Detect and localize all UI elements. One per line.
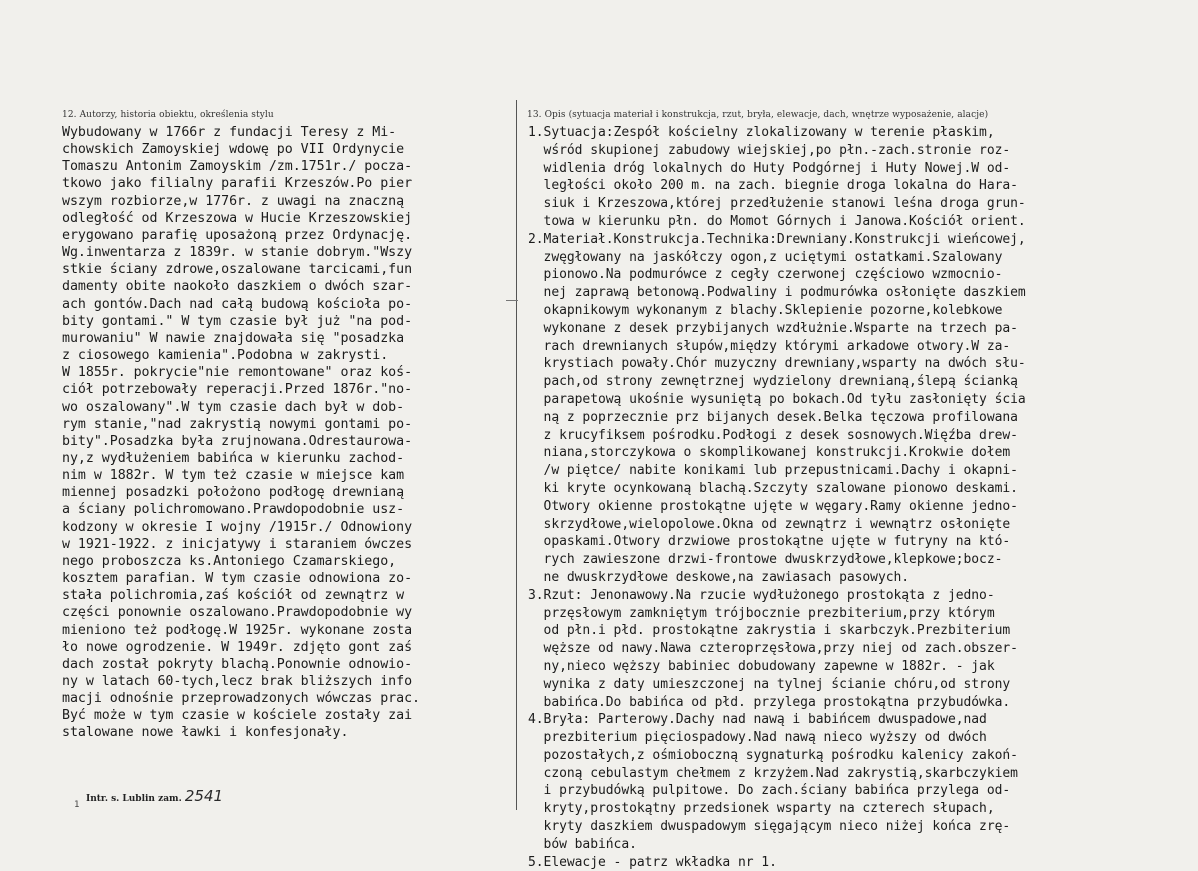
section-12-line: stkie ściany zdrowe,oszalowane tarcicami,fun — [62, 262, 413, 278]
section-13-line: czoną cebulastym chełmem z krzyżem.Nad zakrystią,skarbczykiem — [528, 765, 1018, 781]
section-13-line: kryty,prostokątny przedsionek wsparty na czterech słupach, — [528, 801, 995, 817]
footer-archive-stamp — [86, 787, 223, 805]
section-13-line: i przybudówką pulpitowe. Do zach.ściany babińca przylega od- — [528, 783, 1011, 799]
section-13-line: ki kryte ocynkowaną blachą.Szczyty szalowane pionowo deskami. — [528, 480, 1018, 496]
section-13-line: od płn.i płd. prostokątne zakrystia i skarbczyk.Prezbiterium — [528, 623, 1011, 639]
section-12-line: macji odnośnie przeprowadzonych wówczas prac. — [62, 691, 420, 707]
section-13-line: nej zaprawą betonową.Podwaliny i podmurówka osłonięte daszkiem — [528, 285, 1026, 301]
section-12-line: kosztem parafian. W tym czasie odnowiona zo- — [62, 571, 413, 587]
section-12-line: bity gontami." W tym czasie był już "na pod- — [62, 313, 413, 329]
section-12-line: mieniono też podłogę.W 1925r. wykonane zosta — [62, 622, 413, 638]
section-13-line: węższe od nawy.Nawa czteroprzęsłowa,przy niej od zach.obszer- — [528, 641, 1018, 657]
section-12-line: tkowo jako filialny parafii Krzeszów.Po pier — [62, 176, 413, 192]
section-12-line: Wybudowany w 1766r z fundacji Teresy z Mi- — [62, 125, 397, 140]
section-12-line: części ponownie oszalowano.Prawdopodobnie wy — [62, 605, 413, 621]
section-13-line: siuk i Krzeszowa,której przedłużenie stanowi leśna droga grun- — [528, 196, 1026, 212]
section-13-line: Otwory okienne prostokątne ujęte w węgary.Ramy okienne jedno- — [528, 498, 1018, 514]
section-13-header: 13. Opis (sytuacja materiał i konstrukcja, rzut, bryła, elewacje, dach, wnętrze wyposażenie, alacje) — [527, 110, 989, 120]
section-12-line: Wg.inwentarza z 1839r. w stanie dobrym."Wszy — [62, 245, 413, 261]
section-12-line: Być może w tym czasie w kościele zostały zai — [62, 708, 413, 724]
section-13-line: prezbiterium pięciospadowy.Nad nawą nieco wyższy od dwóch — [528, 730, 987, 746]
section-13-line: ną z poprzecznie prz bijanych desek.Belka tęczowa profilowana — [528, 409, 1018, 425]
section-13-line: wynika z daty umieszczonej na tylnej ścianie chóru,od strony — [528, 676, 1011, 692]
section-13-line: widlenia dróg lokalnych do Huty Podgórnej i Huty Nowej.W od- — [528, 160, 1011, 176]
section-12-header: 12. Autorzy, historia obiektu, określenia stylu — [62, 110, 274, 120]
section-13-line: pach,od strony zewnętrznej wydzielony drewnianą,ślepą ścianką — [528, 374, 1018, 390]
section-12-line: stalowane nowe ławki i konfesjonały. — [62, 725, 349, 741]
section-13-line: zwęgłowany na jaskółczy ogon,z uciętymi ostatkami.Szalowany — [528, 249, 1003, 265]
footer-label: Intr. s. Lublin zam. — [86, 794, 182, 804]
section-12-line: erygowano parafię uposażoną przez Ordynację. — [62, 227, 413, 243]
section-12-line: dach został pokryty blachą.Ponownie odnowio- — [62, 656, 413, 672]
section-13-line: opaskami.Otwory drzwiowe prostokątne ujęte w futryny na któ- — [528, 534, 1011, 550]
section-13-line: ległości około 200 m. na zach. biegnie droga lokalna do Hara- — [528, 178, 1018, 194]
section-12-line: miennej posadzki położono podłogę drewnianą — [62, 485, 405, 501]
section-12-line: ach gontów.Dach nad całą budową kościoła po- — [62, 296, 413, 312]
section-13-line: towa w kierunku płn. do Momot Górnych i Janowa.Kościół orient. — [528, 213, 1026, 229]
column-divider — [516, 100, 517, 810]
section-13-line: niana,storczykowa o skomplikowanej konstrukcji.Krokwie dołem — [528, 445, 1011, 461]
section-12-line: wszym rozbiorze,w 1776r. z uwagi na znaczną — [62, 193, 405, 209]
section-13-line: pionowo.Na podmurówce z cegły czerwonej częściowo wzmocnio- — [528, 267, 1003, 283]
section-13-line: babińca.Do babińca od płd. przylega prostokątna przybudówka. — [528, 694, 1011, 710]
section-13-line: przęsłowym zamkniętym trójbocznie prezbiterium,przy którym — [528, 605, 995, 621]
section-13-line: parapetową ukośnie wysuniętą po bokach.Od tyłu zasłonięty ścia — [528, 391, 1026, 407]
section-13-line: kryty daszkiem dwuspadowym sięgającym nieco niżej końca zrę- — [528, 819, 1011, 835]
section-12-line: damenty obite naokoło daszkiem o dwóch szar- — [62, 279, 413, 295]
section-13-line: bów babińca. — [528, 836, 637, 852]
section-12-line: W 1855r. pokrycie"nie remontowane" oraz koś- — [62, 365, 413, 381]
section-13-line: pozostałych,z ośmioboczną sygnaturką pośrodku kalenicy zakoń- — [528, 747, 1018, 763]
section-13-line: ne dwuskrzydłowe deskowe,na zawiasach pasowych. — [528, 569, 910, 585]
section-12-line: nim w 1882r. W tym też czasie w miejsce kam — [62, 468, 405, 484]
section-13-line: wykonane z desek przybijanych wzdłużnie.Wsparte na trzech pa- — [528, 320, 1018, 336]
section-12-text — [62, 124, 514, 742]
section-13-line: okapnikowym wykonanym z blachy.Sklepienie pozorne,kolebkowe — [528, 302, 1003, 318]
section-12-line: odległość od Krzeszowa w Hucie Krzeszowskiej — [62, 210, 413, 226]
section-13-line: skrzydłowe,wielopolowe.Okna od zewnątrz i wewnątrz osłonięte — [528, 516, 1011, 532]
section-13-line: 3.Rzut: Jenonawowy.Na rzucie wydłużonego prostokąta z jedno- — [528, 587, 995, 603]
section-13-line: rach drewnianych słupów,między którymi arkadowe otwory.W za- — [528, 338, 1011, 354]
section-13-text — [528, 124, 1188, 871]
section-12-line: w 1921-1922. z inicjatywy i staraniem ówczes — [62, 536, 413, 552]
section-13-line: 1.Sytuacja:Zespół kościelny zlokalizowany w terenie płaskim, — [528, 125, 995, 140]
section-12-line: bity".Posadzka była zrujnowana.Odrestaurowa- — [62, 433, 413, 449]
section-12-line: stała polichromia,zaś kościół od zewnątrz w — [62, 588, 405, 604]
section-12-line: nego proboszcza ks.Antoniego Czamarskiego, — [62, 553, 397, 569]
section-12-line: kodzony w okresie I wojny /1915r./ Odnowiony — [62, 519, 413, 535]
section-12-line: rym stanie,"nad zakrystią nowymi gontami po- — [62, 416, 413, 432]
section-12-line: ciół potrzebowały reperacji.Przed 1876r."no- — [62, 382, 413, 398]
section-13-line: 4.Bryła: Parterowy.Dachy nad nawą i babińcem dwuspadowe,nad — [528, 712, 987, 728]
section-12-line: ny w latach 60-tych,lecz brak bliższych info — [62, 674, 413, 689]
section-13-line: 5.Elewacje - patrz wkładka nr 1. — [528, 854, 777, 870]
section-13-line: ny,nieco węższy babiniec dobudowany zapewne w 1882r. - jak — [528, 658, 995, 674]
section-13-line: rych zawieszone drzwi-frontowe dwuskrzydłowe,klepkowe;bocz- — [528, 552, 1003, 568]
section-12-line: ny,z wydłużeniem babińca w kierunku zachod- — [62, 450, 405, 466]
section-12-line: murowaniu" W nawie znajdowała się "posadzka — [62, 330, 405, 346]
section-13-line: krystiach powały.Chór muzyczny drewniany,wsparty na dwóch słu- — [528, 356, 1026, 372]
section-13-line: 2.Materiał.Konstrukcja.Technika:Drewniany.Konstrukcji wieńcowej, — [528, 231, 1026, 247]
section-13-line: z krucyfiksem pośrodku.Podłogi z desek sosnowych.Więźba drew- — [528, 427, 1018, 443]
section-12-line: wo oszalowany".W tym czasie dach był w dob- — [62, 399, 405, 415]
footer-order-number: 2541 — [184, 787, 224, 805]
section-12-line: ło nowe ogrodzenie. W 1949r. zdjęto gont zaś — [62, 639, 413, 655]
section-12-line: z ciosowego kamienia".Podobna w zakrysti. — [62, 348, 389, 364]
section-12-line: a ściany polichromowano.Prawdopodobnie usz- — [62, 502, 405, 518]
section-13-line: /w piętce/ nabite konikami lub przepustnicami.Dachy i okapni- — [528, 463, 1018, 479]
section-12-line: Tomaszu Antonim Zamoyskim /zm.1751r./ pocza- — [62, 159, 413, 175]
section-13-line: wśród skupionej zabudowy wiejskiej,po płn.-zach.stronie roz- — [528, 142, 1011, 158]
section-12-line: chowskich Zamoyskiej wdowę po VII Ordynycie — [62, 142, 405, 158]
page-mark: 1 — [74, 800, 80, 810]
